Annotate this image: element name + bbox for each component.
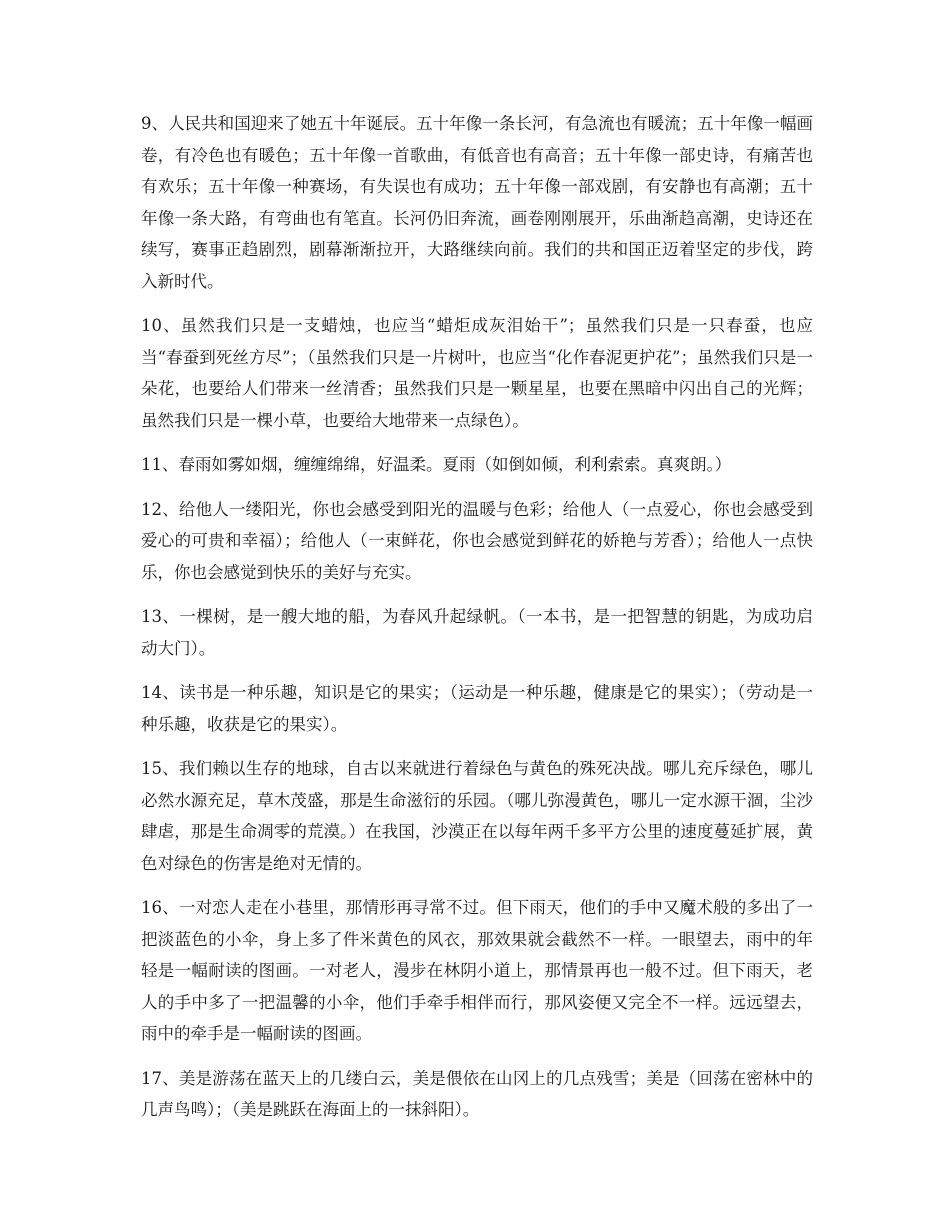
paragraph-17: 17、美是游荡在蓝天上的几缕白云，美是偎依在山冈上的几点残雪；美是（回荡在密林中的几声鸟鸣）；（美是跳跃在海面上的一抹斜阳）。	[141, 1068, 813, 1119]
paragraph-12: 12、给他人一缕阳光，你也会感受到阳光的温暖与色彩；给他人（一点爱心，你也会感受到爱心的可贵和幸福）；给他人（一束鲜花，你也会感觉到鲜花的娇艳与芳香）；给他人一点快乐，你也会感觉到快乐的美好与充实。	[141, 499, 813, 582]
paragraph-13: 13、一棵树，是一艘大地的船，为春风升起绿帆。（一本书，是一把智慧的钥匙，为成功启动大门）。	[141, 607, 813, 658]
paragraph-11: 11、春雨如雾如烟，缠缠绵绵，好温柔。夏雨（如倒如倾，利利索索。真爽朗。）	[141, 455, 732, 474]
paragraph-15: 15、我们赖以生存的地球，自古以来就进行着绿色与黄色的殊死决战。哪儿充斥绿色，哪儿必然水源充足，草木茂盛，那是生命滋衍的乐园。（哪儿弥漫黄色，哪儿一定水源干涸，尘沙肆虐，那是生命凋零的荒漠。）在我国，沙漠正在以每年两千多平方公里的速度蔓延扩展，黄色对绿色的伤害是绝对无情的。	[141, 759, 813, 873]
paragraph-10: 10、虽然我们只是一支蜡烛，也应当“蜡炬成灰泪始干”；虽然我们只是一只春蚕，也应当“春蚕到死丝方尽”；（虽然我们只是一片树叶，也应当“化作春泥更护花”；虽然我们只是一朵花，也要给人们带来一丝清香；虽然我们只是一颗星星，也要在黑暗中闪出自己的光辉；虽然我们只是一棵小草，也要给大地带来一点绿色）。	[141, 316, 813, 430]
paragraph-14: 14、读书是一种乐趣，知识是它的果实；（运动是一种乐趣，健康是它的果实）；（劳动是一种乐趣，收获是它的果实）。	[141, 683, 813, 734]
paragraph-16: 16、一对恋人走在小巷里，那情形再寻常不过。但下雨天，他们的手中又魔术般的多出了一把淡蓝色的小伞，身上多了件米黄色的风衣，那效果就会截然不一样。一眼望去，雨中的年轻是一幅耐读的图画。一对老人，漫步在林阴小道上，那情景再也一般不过。但下雨天，老人的手中多了一把温馨的小伞，他们手牵手相伴而行，那风姿便又完全不一样。远远望去，雨中的牵手是一幅耐读的图画。	[141, 898, 813, 1043]
paragraph-9: 9、人民共和国迎来了她五十年诞辰。五十年像一条长河，有急流也有暖流；五十年像一幅画卷，有冷色也有暖色；五十年像一首歌曲，有低音也有高音；五十年像一部史诗，有痛苦也有欢乐；五十年像一种赛场，有失误也有成功；五十年像一部戏剧，有安静也有高潮；五十年像一条大路，有弯曲也有笔直。长河仍旧奔流，画卷刚刚展开，乐曲渐趋高潮，史诗还在续写，赛事正趋剧烈，剧幕渐渐拉开，大路继续向前。我们的共和国正迈着坚定的步伐，跨入新时代。	[141, 114, 813, 291]
document-body	[141, 108, 813, 1139]
